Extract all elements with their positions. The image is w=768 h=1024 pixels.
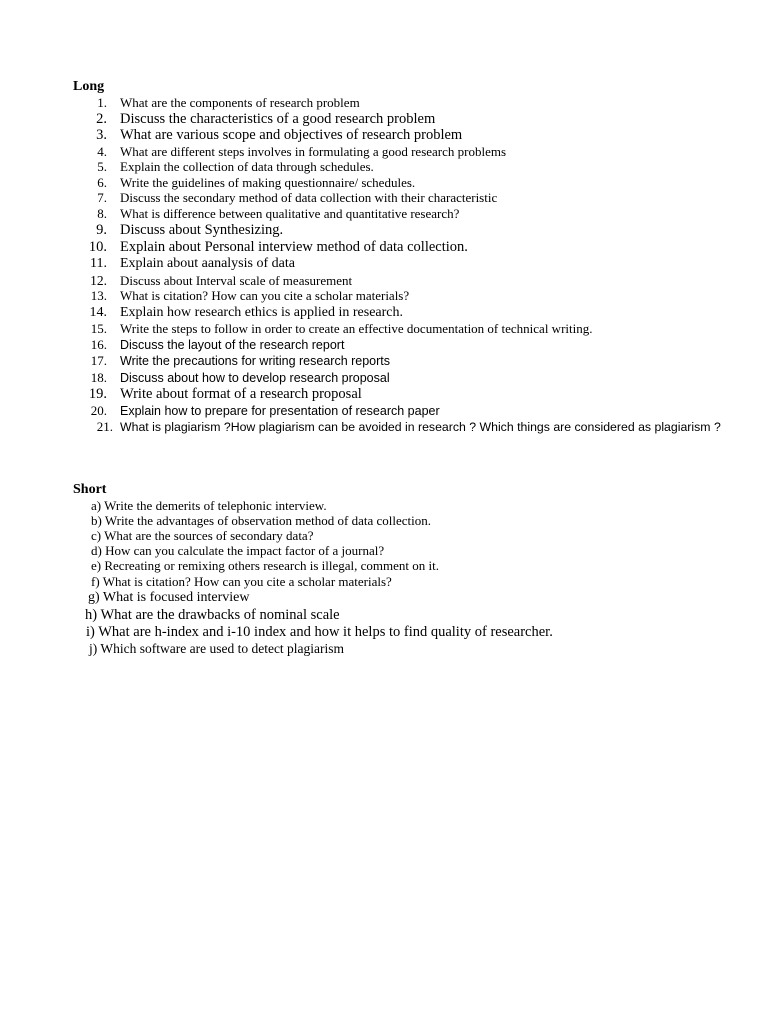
question-text: What are the components of research problem [120, 95, 360, 110]
item-number: 1. [97, 95, 107, 110]
list-item [91, 513, 431, 529]
list-item [86, 624, 553, 640]
item-number: 3. [96, 127, 107, 143]
item-letter: a) [91, 498, 102, 513]
item-number: 9. [96, 222, 107, 238]
list-item [85, 607, 340, 623]
item-number: 11. [90, 256, 107, 271]
question-text: Write the advantages of observation method of data collection. [104, 513, 432, 528]
question-text: Explain the collection of data through schedules. [120, 159, 374, 174]
list-item [91, 574, 392, 590]
item-number: 20. [90, 403, 107, 418]
question-text: What are the sources of secondary data? [104, 528, 314, 543]
list-item [88, 590, 249, 606]
item-letter: h) [85, 607, 98, 623]
question-text: Recreating or remixing others research is illegal, comment on it. [104, 558, 440, 573]
item-letter: g) [88, 590, 100, 605]
question-text: Write the steps to follow in order to create an effective documentation of technical writing. [120, 321, 593, 336]
question-text: Write the guidelines of making questionnaire/ schedules. [120, 175, 416, 190]
item-number: 8. [97, 206, 107, 221]
list-item [89, 641, 344, 657]
list-item [91, 543, 384, 559]
item-number: 10. [88, 239, 107, 255]
list-item [91, 558, 439, 574]
question-text: Discuss the layout of the research report [120, 338, 345, 352]
question-text: What is citation? How can you cite a scholar materials? [102, 574, 392, 589]
item-letter: c) [91, 528, 102, 543]
item-letter: j) [89, 641, 98, 656]
list-item [91, 528, 313, 544]
question-text: Discuss about how to develop research proposal [120, 371, 390, 385]
question-text: Discuss about Synthesizing. [120, 222, 284, 238]
question-text: Explain how research ethics is applied in research. [120, 305, 404, 320]
item-number: 15. [90, 321, 107, 336]
question-text: What are the drawbacks of nominal scale [100, 607, 340, 623]
item-letter: i) [86, 624, 95, 640]
question-text: What is plagiarism ?How plagiarism can be avoided in research ? Which things are considered as plagiarism ? [120, 420, 721, 434]
question-text: What are h-index and i-10 index and how it helps to find quality of researcher. [98, 624, 553, 640]
question-text: What are different steps involves in formulating a good research problems [120, 144, 507, 159]
item-letter: e) [91, 558, 102, 573]
question-text: Discuss about Interval scale of measurement [120, 273, 353, 288]
item-number: 18. [90, 370, 107, 385]
question-text: What is citation? How can you cite a scholar materials? [120, 288, 410, 303]
item-number: 2. [96, 111, 107, 127]
question-text: Write about format of a research proposal [120, 386, 362, 402]
item-letter: f) [91, 574, 100, 589]
item-number: 14. [89, 305, 107, 320]
question-text: Which software are used to detect plagiarism [100, 641, 345, 656]
item-number: 12. [90, 273, 107, 288]
long-questions-heading: Long [73, 79, 105, 94]
question-text: Discuss the characteristics of a good research problem [120, 111, 436, 127]
question-text: Explain about aanalysis of data [120, 256, 295, 271]
item-letter: b) [91, 513, 102, 528]
item-number: 4. [97, 144, 107, 159]
question-text: Explain about Personal interview method of data collection. [120, 239, 468, 255]
question-text: What are various scope and objectives of research problem [120, 127, 463, 143]
question-text: What is difference between qualitative and quantitative research? [120, 206, 460, 221]
item-number: 21. [96, 419, 113, 434]
question-text: Discuss the secondary method of data collection with their characteristic [120, 190, 498, 205]
item-number: 13. [90, 288, 107, 303]
item-number: 19. [88, 386, 107, 402]
question-text: Explain how to prepare for presentation of research paper [120, 404, 440, 418]
item-number: 17. [90, 353, 107, 368]
item-number: 6. [97, 175, 107, 190]
item-number: 5. [97, 159, 107, 174]
question-text: Write the demerits of telephonic interview. [104, 498, 327, 513]
question-text: What is focused interview [102, 590, 250, 605]
item-number: 7. [97, 190, 107, 205]
question-text: Write the precautions for writing research reports [120, 354, 391, 368]
short-questions-heading: Short [73, 482, 107, 497]
question-text: How can you calculate the impact factor of a journal? [105, 543, 385, 558]
item-number: 16. [90, 337, 107, 352]
list-item [91, 498, 327, 514]
item-letter: d) [91, 543, 102, 558]
